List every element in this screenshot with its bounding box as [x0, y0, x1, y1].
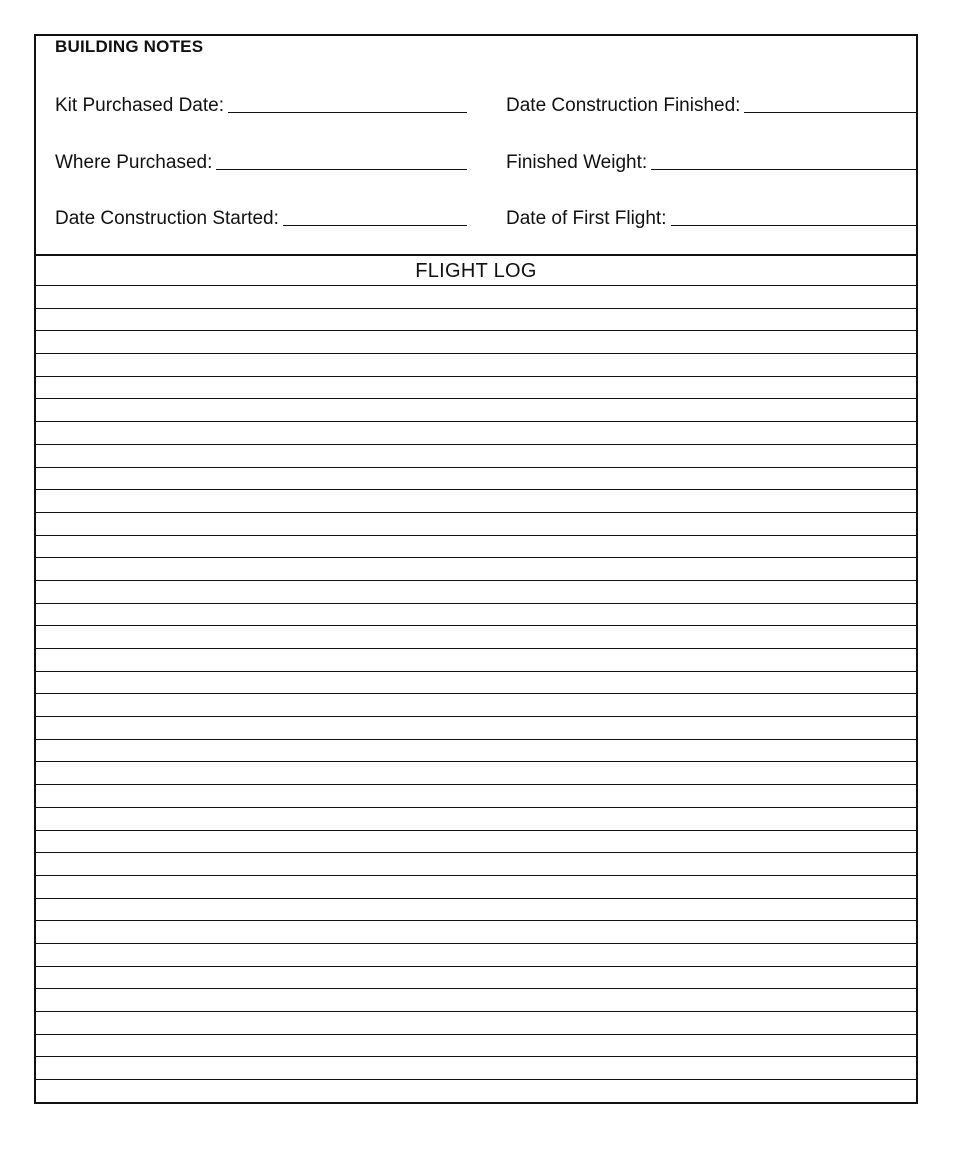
flight-log-title: FLIGHT LOG [36, 256, 916, 286]
flight-log-line[interactable] [36, 989, 916, 1012]
building-notes-title: BUILDING NOTES [55, 37, 204, 56]
flight-log-line[interactable] [36, 808, 916, 831]
flight-log-line[interactable] [36, 445, 916, 468]
finished-weight-line[interactable] [651, 169, 917, 170]
kit-purchased-date-label: Kit Purchased Date: [55, 95, 224, 116]
date-of-first-flight-line[interactable] [671, 225, 918, 226]
date-of-first-flight-field[interactable] [506, 205, 917, 229]
flight-log-line[interactable] [36, 490, 916, 513]
flight-log-line[interactable] [36, 876, 916, 899]
finished-weight-field[interactable] [506, 149, 917, 173]
flight-log-line[interactable] [36, 309, 916, 332]
flight-log-line[interactable] [36, 1080, 916, 1103]
flight-log-section [36, 256, 916, 1103]
flight-log-line[interactable] [36, 1012, 916, 1035]
where-purchased-label: Where Purchased: [55, 152, 213, 173]
date-construction-started-field[interactable] [55, 205, 467, 229]
flight-log-line[interactable] [36, 649, 916, 672]
flight-log-line[interactable] [36, 399, 916, 422]
flight-log-line[interactable] [36, 536, 916, 559]
flight-log-line[interactable] [36, 422, 916, 445]
flight-log-lines [36, 286, 916, 1103]
where-purchased-field[interactable] [55, 149, 467, 173]
flight-log-line[interactable] [36, 672, 916, 695]
flight-log-line[interactable] [36, 694, 916, 717]
where-purchased-line[interactable] [216, 169, 467, 170]
date-of-first-flight-label: Date of First Flight: [506, 208, 667, 229]
flight-log-line[interactable] [36, 944, 916, 967]
kit-purchased-date-field[interactable] [55, 92, 467, 116]
date-construction-finished-line[interactable] [744, 112, 917, 113]
flight-log-line[interactable] [36, 1035, 916, 1058]
date-construction-finished-label: Date Construction Finished: [506, 95, 741, 116]
flight-log-line[interactable] [36, 785, 916, 808]
flight-log-line[interactable] [36, 717, 916, 740]
flight-log-line[interactable] [36, 286, 916, 309]
flight-log-line[interactable] [36, 762, 916, 785]
form-sheet [34, 34, 918, 1104]
date-construction-finished-field[interactable] [506, 92, 917, 116]
flight-log-line[interactable] [36, 921, 916, 944]
flight-log-line[interactable] [36, 967, 916, 990]
flight-log-line[interactable] [36, 1057, 916, 1080]
flight-log-line[interactable] [36, 604, 916, 627]
flight-log-line[interactable] [36, 468, 916, 491]
flight-log-line[interactable] [36, 740, 916, 763]
flight-log-line[interactable] [36, 899, 916, 922]
date-construction-started-line[interactable] [283, 225, 467, 226]
flight-log-line[interactable] [36, 831, 916, 854]
finished-weight-label: Finished Weight: [506, 152, 648, 173]
flight-log-line[interactable] [36, 853, 916, 876]
flight-log-line[interactable] [36, 354, 916, 377]
flight-log-line[interactable] [36, 331, 916, 354]
flight-log-line[interactable] [36, 513, 916, 536]
date-construction-started-label: Date Construction Started: [55, 208, 279, 229]
building-notes-section [36, 36, 916, 256]
flight-log-line[interactable] [36, 581, 916, 604]
flight-log-line[interactable] [36, 377, 916, 400]
flight-log-line[interactable] [36, 558, 916, 581]
flight-log-line[interactable] [36, 626, 916, 649]
kit-purchased-date-line[interactable] [228, 112, 467, 113]
